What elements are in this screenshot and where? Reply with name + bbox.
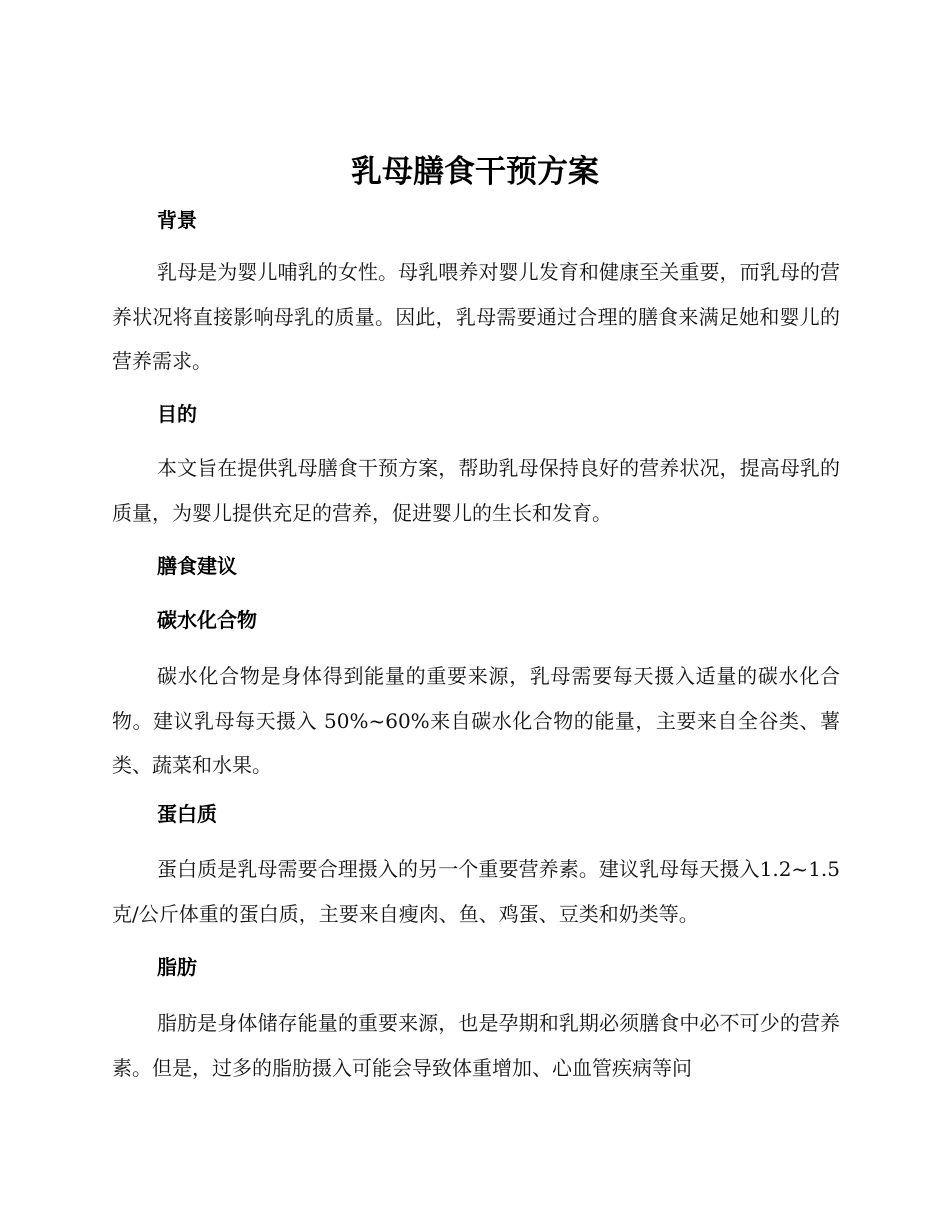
section-paragraph-background: 乳母是为婴儿哺乳的女性。母乳喂养对婴儿发育和健康至关重要，而乳母的营养状况将直接影响母乳的质量。因此，乳母需要通过合理的膳食来满足她和婴儿的营养需求。 (112, 260, 840, 373)
section-heading-fat: 脂肪 (157, 955, 197, 979)
section-heading-background: 背景 (157, 208, 197, 232)
section-paragraph-purpose: 本文旨在提供乳母膳食干预方案，帮助乳母保持良好的营养状况，提高母乳的质量，为婴儿提供充足的营养，促进婴儿的生长和发育。 (112, 456, 840, 525)
section-paragraph-protein: 蛋白质是乳母需要合理摄入的另一个重要营养素。建议乳母每天摄入1.2~1.5 克/公斤体重的蛋白质，主要来自瘦肉、鱼、鸡蛋、豆类和奶类等。 (112, 857, 840, 926)
section-paragraph-fat: 脂肪是身体储存能量的重要来源，也是孕期和乳期必须膳食中必不可少的营养素。但是，过多的脂肪摄入可能会导致体重增加、心血管疾病等问 (112, 1011, 840, 1080)
section-paragraph-carbohydrates: 碳水化合物是身体得到能量的重要来源，乳母需要每天摄入适量的碳水化合物。建议乳母每天摄入 50%~60%来自碳水化合物的能量，主要来自全谷类、薯类、蔬菜和水果。 (112, 664, 840, 777)
section-heading-protein: 蛋白质 (157, 802, 217, 826)
document-title: 乳母膳食干预方案 (351, 154, 599, 190)
section-heading-purpose: 目的 (157, 402, 197, 426)
section-heading-carbohydrates: 碳水化合物 (157, 608, 257, 632)
section-heading-diet-advice: 膳食建议 (157, 554, 237, 578)
